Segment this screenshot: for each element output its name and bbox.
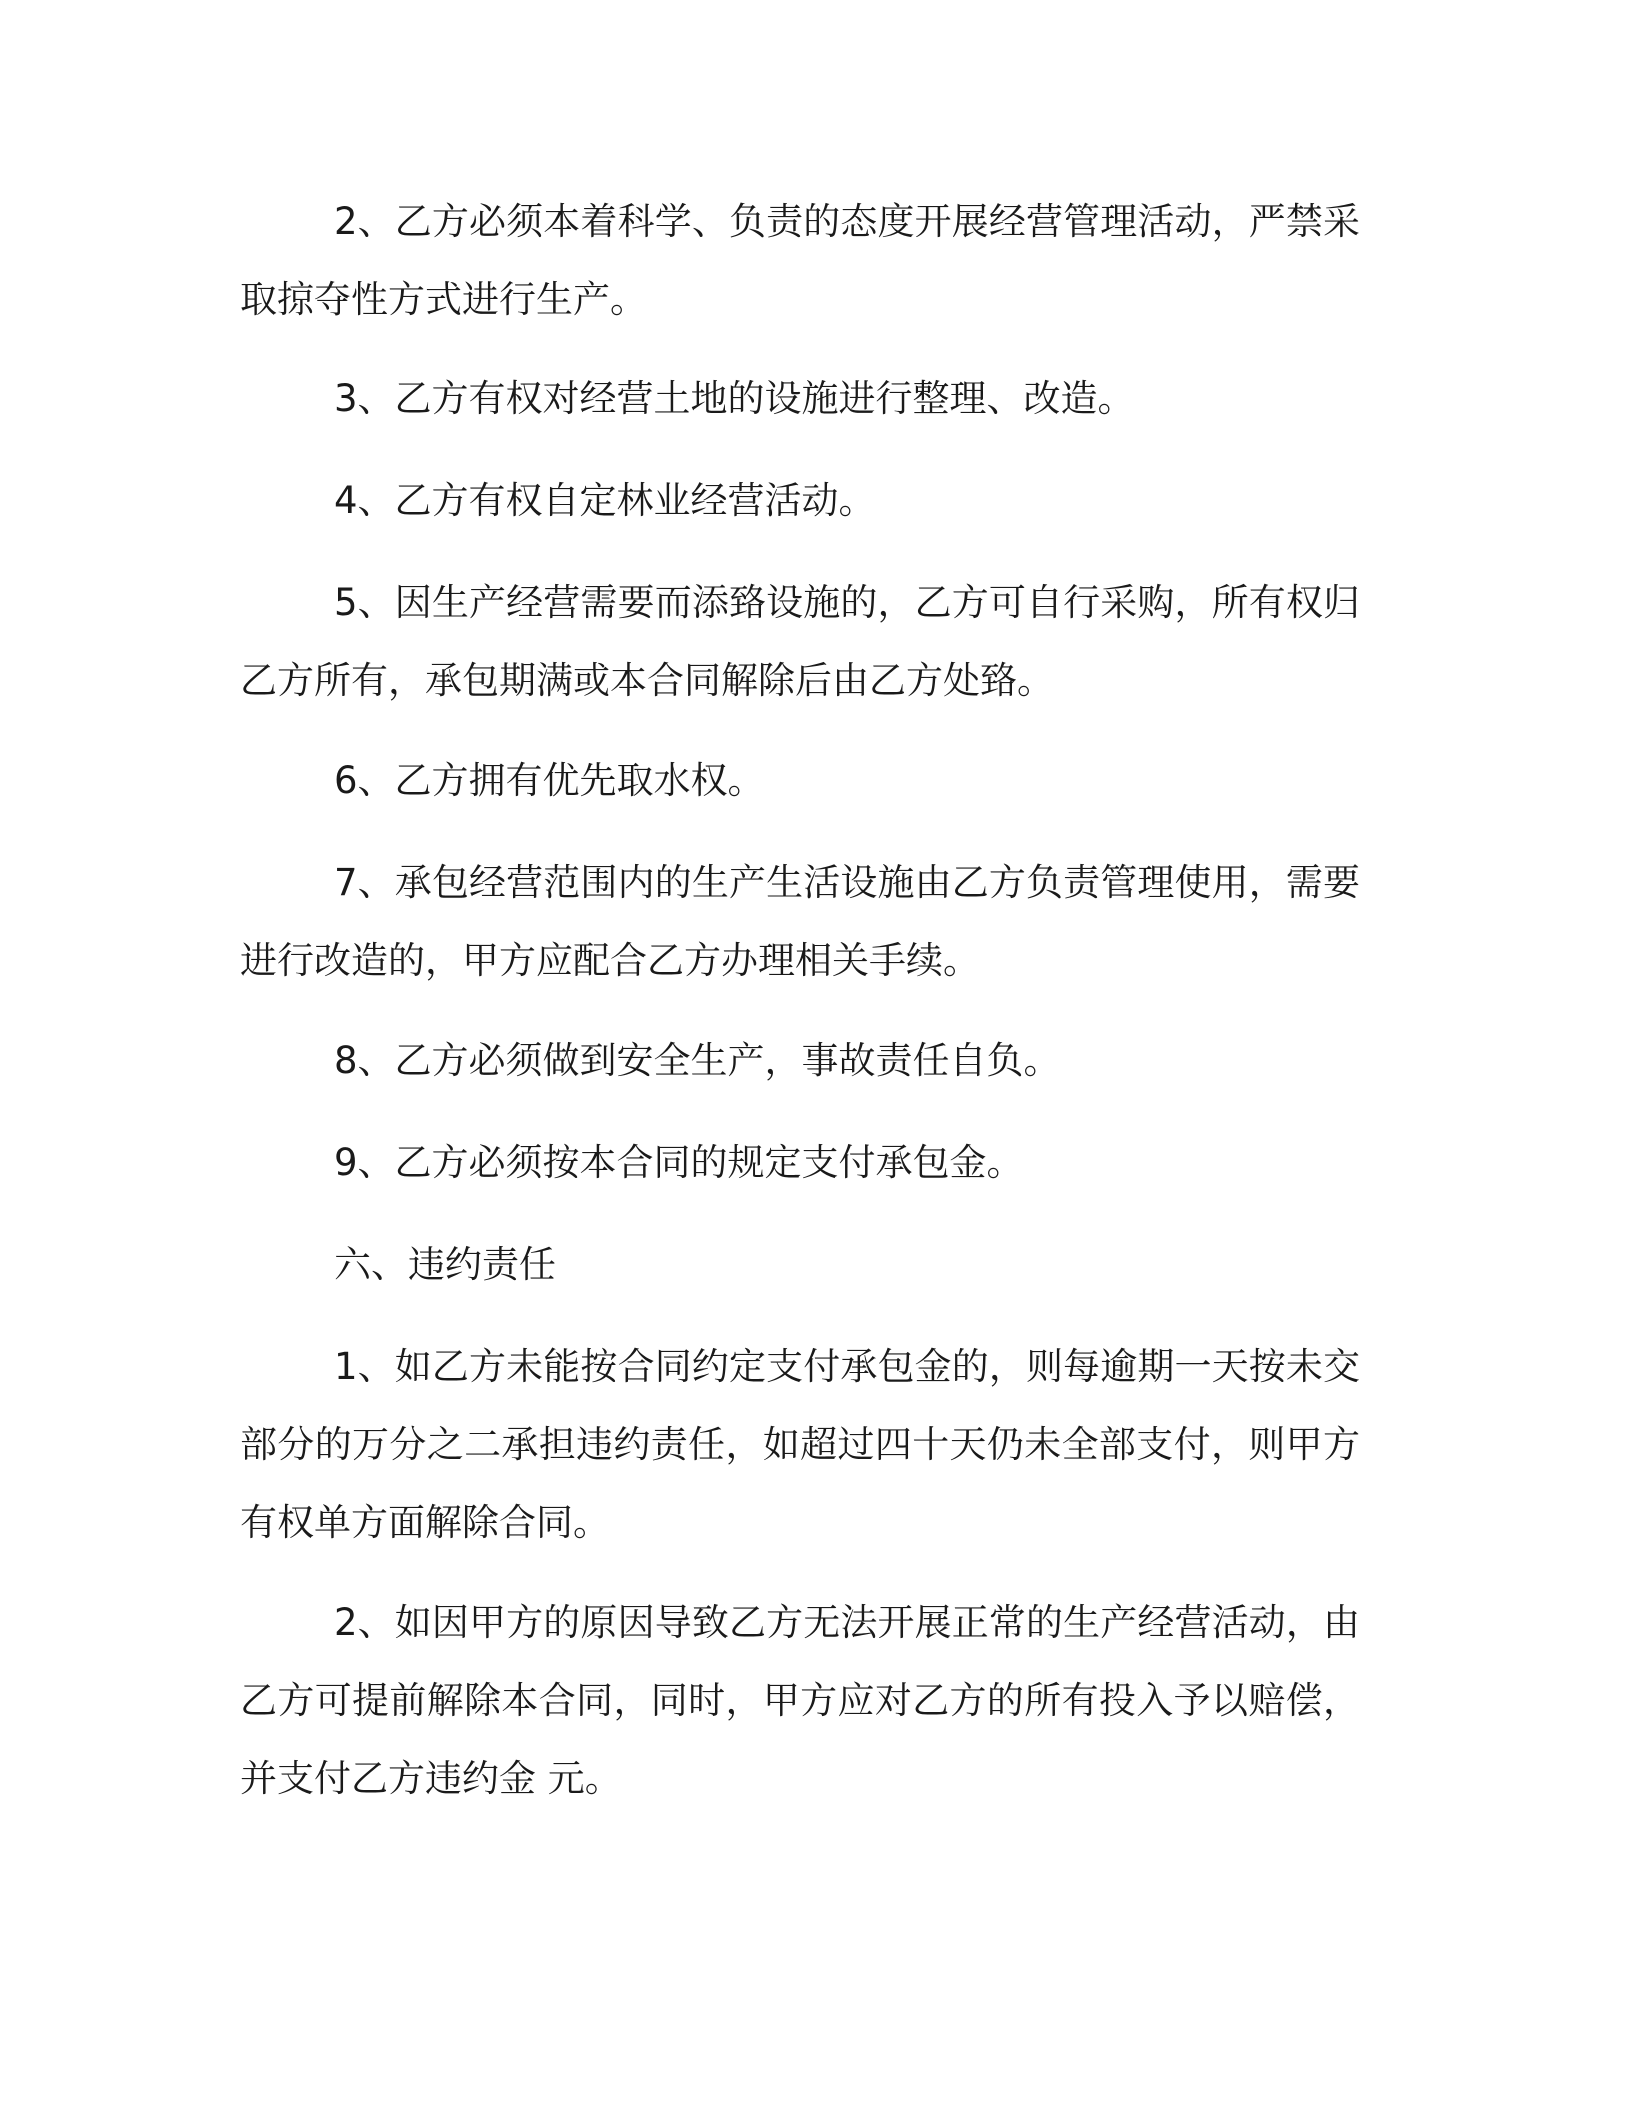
- clause-7-text: 7、承包经营范围内的生产生活设施由乙方负责管理使用，需要进行改造的，甲方应配合乙方办理相关手续。: [240, 861, 1360, 982]
- clause-4-text: 4、乙方有权自定林业经营活动。: [334, 479, 876, 522]
- breach-clause-2: [240, 1584, 1360, 1818]
- clause-4: [240, 462, 1360, 540]
- clause-2: [240, 183, 1360, 339]
- breach-clause-1: [240, 1328, 1360, 1562]
- clause-6-text: 6、乙方拥有优先取水权。: [334, 759, 765, 802]
- clause-3-text: 3、乙方有权对经营土地的设施进行整理、改造。: [334, 377, 1135, 420]
- section-heading-text: 六、违约责任: [334, 1243, 556, 1286]
- clause-9: [240, 1124, 1360, 1202]
- clause-2-text: 2、乙方必须本着科学、负责的态度开展经营管理活动，严禁采取掠夺性方式进行生产。: [240, 200, 1360, 321]
- clause-7: [240, 844, 1360, 1000]
- clause-8-text: 8、乙方必须做到安全生产，事故责任自负。: [334, 1039, 1061, 1082]
- section-heading-breach: [240, 1226, 1360, 1304]
- clause-9-text: 9、乙方必须按本合同的规定支付承包金。: [334, 1141, 1024, 1184]
- breach-clause-2-text: 2、如因甲方的原因导致乙方无法开展正常的生产经营活动，由乙方可提前解除本合同，同时，甲方应对乙方的所有投入予以赔偿，并支付乙方违约金 元。: [240, 1601, 1360, 1800]
- clause-6: [240, 742, 1360, 820]
- clause-5: [240, 564, 1360, 720]
- clause-5-text: 5、因生产经营需要而添臵设施的，乙方可自行采购，所有权归乙方所有，承包期满或本合同解除后由乙方处臵。: [240, 581, 1360, 702]
- clause-8: [240, 1022, 1360, 1100]
- breach-clause-1-text: 1、如乙方未能按合同约定支付承包金的，则每逾期一天按未交部分的万分之二承担违约责任，如超过四十天仍未全部支付，则甲方有权单方面解除合同。: [240, 1345, 1360, 1544]
- clause-3: [240, 360, 1360, 438]
